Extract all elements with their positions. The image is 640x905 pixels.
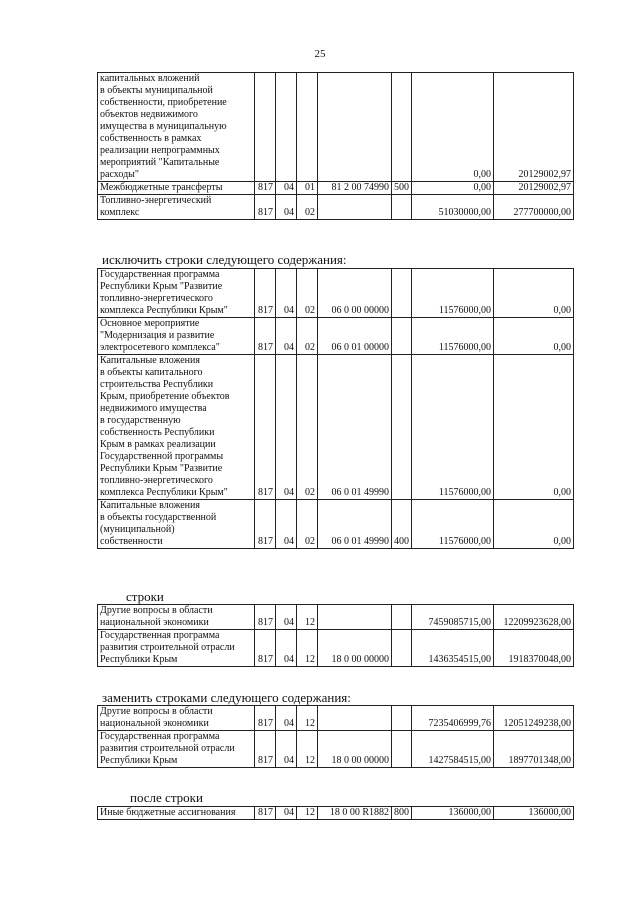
code-vid (392, 706, 412, 731)
sum-year-2: 0,00 (494, 500, 574, 549)
code-vid (392, 73, 412, 182)
table-row (98, 706, 574, 731)
row-name: Межбюджетные трансферты (98, 182, 255, 195)
sum-year-2: 0,00 (494, 269, 574, 318)
code-podrazdel: 02 (297, 195, 318, 220)
code-target (318, 73, 392, 182)
sum-year-1: 11576000,00 (412, 318, 494, 355)
code-razdel: 04 (276, 182, 297, 195)
heading-replace: заменить строками следующего содержания: (102, 690, 351, 705)
code-glav: 817 (255, 182, 276, 195)
code-razdel: 04 (276, 706, 297, 731)
table-row (98, 269, 574, 318)
table-row (98, 500, 574, 549)
budget-table-3 (97, 604, 574, 667)
sum-year-2: 0,00 (494, 355, 574, 500)
table-row (98, 355, 574, 500)
budget-table-1 (97, 72, 574, 220)
code-razdel: 04 (276, 195, 297, 220)
code-target: 06 0 01 49990 (318, 500, 392, 549)
sum-year-1: 51030000,00 (412, 195, 494, 220)
code-glav: 817 (255, 630, 276, 667)
code-target: 06 0 00 00000 (318, 269, 392, 318)
code-podrazdel (297, 73, 318, 182)
sum-year-2: 277700000,00 (494, 195, 574, 220)
table-row (98, 731, 574, 768)
code-target: 18 0 00 R1882 (318, 807, 392, 820)
sum-year-1: 0,00 (412, 73, 494, 182)
page-number: 25 (314, 48, 326, 60)
table-row (98, 630, 574, 667)
code-podrazdel: 02 (297, 318, 318, 355)
code-razdel: 04 (276, 807, 297, 820)
row-name: Капитальные вложения в объекты государственной (муниципальной) собственности (98, 500, 255, 549)
sum-year-2: 12209923628,00 (494, 605, 574, 630)
code-podrazdel: 02 (297, 355, 318, 500)
row-name: Топливно-энергетический комплекс (98, 195, 255, 220)
row-name: Государственная программа Республики Крым "Развитие топливно-энергетического комплекса Республики Крым" (98, 269, 255, 318)
code-target (318, 605, 392, 630)
budget-table-5 (97, 806, 574, 820)
heading-after: после строки (130, 790, 203, 805)
row-name: Другие вопросы в области национальной экономики (98, 605, 255, 630)
code-podrazdel: 02 (297, 500, 318, 549)
code-razdel: 04 (276, 731, 297, 768)
code-glav: 817 (255, 605, 276, 630)
code-razdel (276, 73, 297, 182)
sum-year-1: 1427584515,00 (412, 731, 494, 768)
table-row (98, 195, 574, 220)
table-row (98, 605, 574, 630)
budget-table-4 (97, 705, 574, 768)
row-name: Капитальные вложения в объекты капитального строительства Республики Крым, приобретение объектов недвижимого имущества в государственную собственность Республики Крым в рамках реализации Государственной программы Республики Крым "Развитие топливно-энергетического комплекса Республики Крым" (98, 355, 255, 500)
code-vid (392, 731, 412, 768)
sum-year-1: 7235406999,76 (412, 706, 494, 731)
code-target (318, 706, 392, 731)
budget-table-2 (97, 268, 574, 549)
code-glav (255, 73, 276, 182)
code-razdel: 04 (276, 318, 297, 355)
code-glav: 817 (255, 706, 276, 731)
code-vid (392, 269, 412, 318)
row-name: капитальных вложений в объекты муниципальной собственности, приобретение объектов недвижимого имущества в муниципальную собственность в рамках реализации непрограммных мероприятий "Капитальные расходы" (98, 73, 255, 182)
row-name: Иные бюджетные ассигнования (98, 807, 255, 820)
code-podrazdel: 12 (297, 731, 318, 768)
table-row (98, 807, 574, 820)
heading-exclude: исключить строки следующего содержания: (102, 252, 347, 267)
code-glav: 817 (255, 269, 276, 318)
code-glav: 817 (255, 500, 276, 549)
table-row (98, 182, 574, 195)
code-vid (392, 355, 412, 500)
sum-year-1: 11576000,00 (412, 500, 494, 549)
code-target (318, 195, 392, 220)
code-vid (392, 630, 412, 667)
sum-year-2: 20129002,97 (494, 73, 574, 182)
row-name: Основное мероприятие "Модернизация и развитие электросетевого комплекса" (98, 318, 255, 355)
sum-year-1: 136000,00 (412, 807, 494, 820)
code-target: 81 2 00 74990 (318, 182, 392, 195)
code-podrazdel: 12 (297, 630, 318, 667)
sum-year-2: 1897701348,00 (494, 731, 574, 768)
code-vid (392, 605, 412, 630)
heading-lines: строки (126, 589, 164, 604)
row-name: Государственная программа развития строительной отрасли Республики Крым (98, 630, 255, 667)
code-razdel: 04 (276, 500, 297, 549)
code-vid (392, 318, 412, 355)
code-podrazdel: 12 (297, 706, 318, 731)
code-razdel: 04 (276, 630, 297, 667)
code-glav: 817 (255, 807, 276, 820)
sum-year-1: 11576000,00 (412, 355, 494, 500)
code-glav: 817 (255, 195, 276, 220)
sum-year-2: 0,00 (494, 318, 574, 355)
code-target: 18 0 00 00000 (318, 630, 392, 667)
sum-year-2: 1918370048,00 (494, 630, 574, 667)
code-podrazdel: 02 (297, 269, 318, 318)
code-razdel: 04 (276, 355, 297, 500)
code-vid (392, 195, 412, 220)
table-row (98, 318, 574, 355)
code-razdel: 04 (276, 269, 297, 318)
code-vid: 400 (392, 500, 412, 549)
code-vid: 800 (392, 807, 412, 820)
code-glav: 817 (255, 355, 276, 500)
row-name: Другие вопросы в области национальной экономики (98, 706, 255, 731)
code-podrazdel: 12 (297, 807, 318, 820)
code-podrazdel: 12 (297, 605, 318, 630)
code-podrazdel: 01 (297, 182, 318, 195)
code-target: 18 0 00 00000 (318, 731, 392, 768)
code-razdel: 04 (276, 605, 297, 630)
table-row (98, 73, 574, 182)
sum-year-2: 12051249238,00 (494, 706, 574, 731)
sum-year-1: 1436354515,00 (412, 630, 494, 667)
code-glav: 817 (255, 318, 276, 355)
sum-year-2: 136000,00 (494, 807, 574, 820)
sum-year-2: 20129002,97 (494, 182, 574, 195)
code-target: 06 0 01 00000 (318, 318, 392, 355)
code-glav: 817 (255, 731, 276, 768)
row-name: Государственная программа развития строительной отрасли Республики Крым (98, 731, 255, 768)
code-target: 06 0 01 49990 (318, 355, 392, 500)
sum-year-1: 11576000,00 (412, 269, 494, 318)
sum-year-1: 7459085715,00 (412, 605, 494, 630)
code-vid: 500 (392, 182, 412, 195)
sum-year-1: 0,00 (412, 182, 494, 195)
